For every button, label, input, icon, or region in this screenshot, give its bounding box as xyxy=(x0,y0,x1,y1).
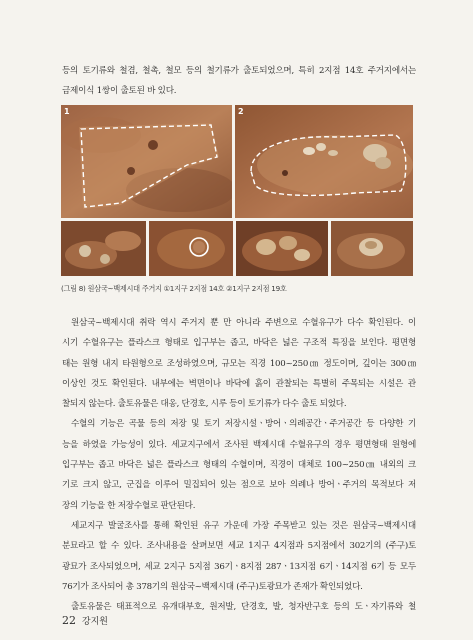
text-line: 수혈의 기능은 곡물 등의 저장 및 토기 저장시설ㆍ방어ㆍ의례공간ㆍ주거공간 등 다양한 기 xyxy=(71,419,416,430)
page-number: 22 xyxy=(62,614,76,627)
text-line: 76기가 조사되어 총 378기의 원삼국~백제시대 (주구)토광묘가 존재가 확인되었다. xyxy=(62,581,363,592)
book-title: 강지원 xyxy=(81,617,108,627)
text-line: 기로 크지 않고, 군집을 이루어 밀집되어 있는 점으로 보아 의례나 방어ㆍ주거의 목적보다 저 xyxy=(62,480,416,491)
text-line: 금제이식 1쌍이 출토된 바 있다. xyxy=(62,86,177,97)
text-line: 시기 수혈유구는 플라스크 형태로 입구부는 좁고, 바닥은 넓은 구조적 특징을 보인다. 평면형 xyxy=(62,338,416,349)
figure-photo-4 xyxy=(149,221,233,276)
text-line: 능을 하였을 가능성이 있다. 세교지구에서 조사된 백제시대 수혈유구의 경우 평면형태 원형에 xyxy=(62,439,416,450)
text-line: 광묘가 조사되었으며, 세교 2지구 5지점 36기ㆍ8지점 287ㆍ13지점 6기ㆍ14지점 6기 등 모두 xyxy=(62,561,416,572)
page-footer xyxy=(62,614,108,627)
figure-photo-5 xyxy=(236,221,328,276)
text-line: 분묘라고 할 수 있다. 조사내용을 살펴보면 세교 1지구 4지점과 5지점에서 302기의 (주구)토 xyxy=(62,541,416,552)
text-line: 찰되지 않는다. 출토유물은 대옹, 단경호, 시루 등이 토기류가 다수 출토 되었다. xyxy=(62,399,347,410)
text-line: 세교지구 발굴조사를 통해 확인된 유구 가운데 가장 주목받고 있는 것은 원삼국~백제시대 xyxy=(71,520,416,531)
text-line: 이상인 것도 확인된다. 내부에는 벽면이나 바닥에 흙이 관찰되는 특별히 주목되는 시설은 관 xyxy=(62,378,416,389)
text-line: 출토유물은 태표적으로 유개대부호, 원저발, 단경호, 발, 청자반구호 등의 도ㆍ자기류와 철 xyxy=(71,602,416,613)
figure-caption: (그림 8) 원삼국~백제시대 주거지 ①1지구 2지점 14호 ②1지구 2지점 19호 xyxy=(61,284,287,293)
intro-paragraph xyxy=(62,61,416,102)
figure-photo-1 xyxy=(61,105,232,218)
figure-photo-3 xyxy=(61,221,146,276)
figure-photo-2 xyxy=(235,105,413,218)
text-line: 원삼국~백제시대 취락 역시 주거지 뿐 만 아니라 주변으로 수혈유구가 다수 확인된다. 이 xyxy=(71,318,416,328)
photo-number: 2 xyxy=(238,107,244,116)
photo-number: 1 xyxy=(64,107,70,116)
text-line: 입구부는 좁고 바닥은 넓은 플라스크 형태의 수혈이며, 직경이 대체로 100~250㎝ 내외의 크 xyxy=(62,460,416,471)
text-line: 등의 토기류와 철겸, 철촉, 철모 등의 철기류가 출토되었으며, 특히 2지점 14호 주거지에서는 xyxy=(62,66,416,76)
text-line: 태는 원형 내지 타원형으로 조성하였으며, 규모는 직경 100~250㎝ 정도이며, 깊이는 300㎝ xyxy=(62,358,416,369)
text-line: 장의 기능을 한 저장수혈로 판단된다. xyxy=(62,500,196,511)
body-paragraphs xyxy=(62,313,416,617)
figure-photo-6 xyxy=(331,221,413,276)
